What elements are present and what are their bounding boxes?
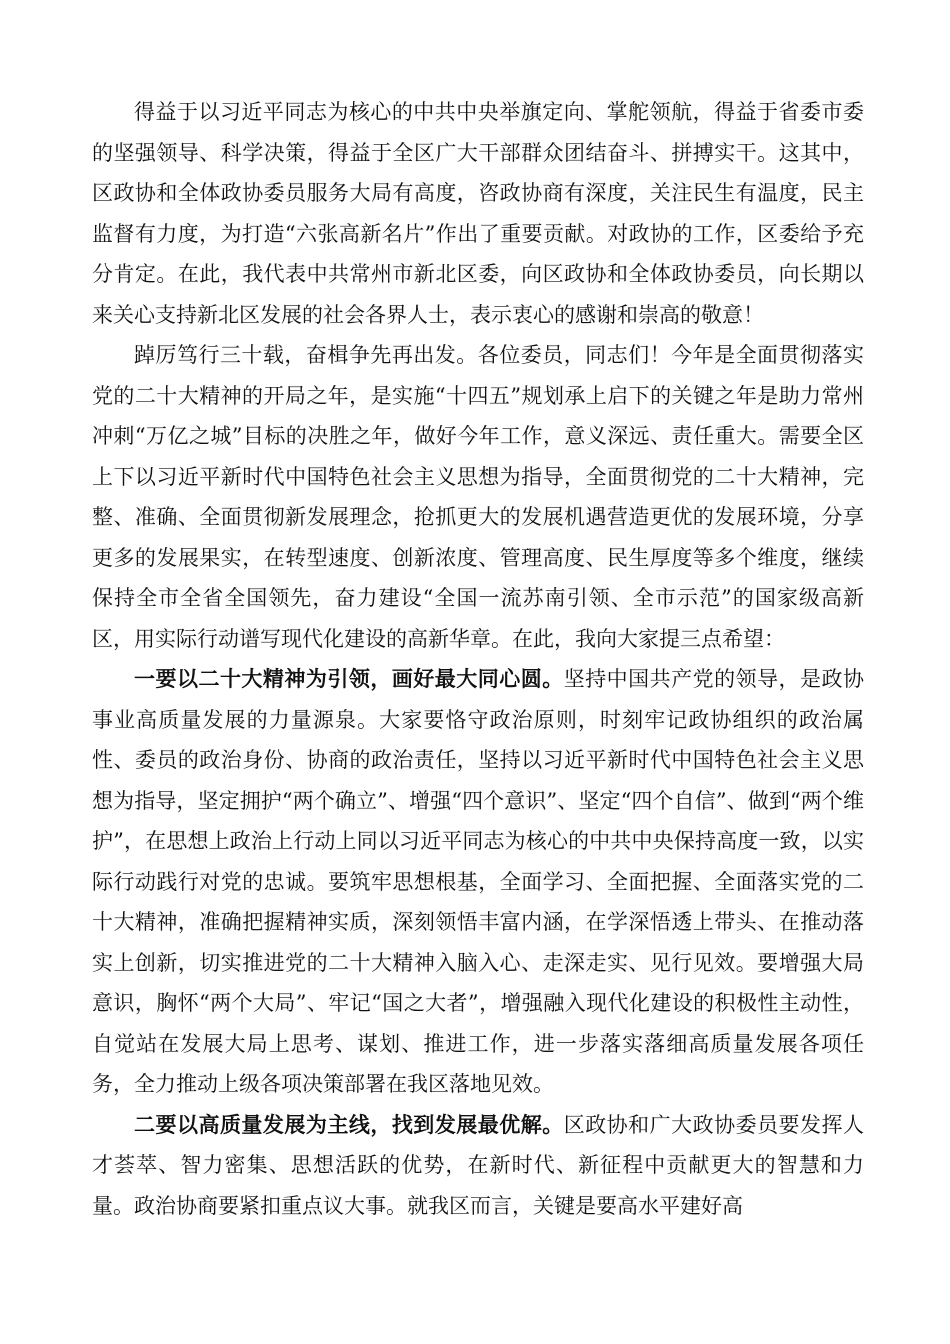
document-page [92, 92, 864, 1226]
paragraph-3 [92, 659, 864, 1105]
paragraph-3-text: 坚持中国共产党的领导，是政协事业高质量发展的力量源泉。大家要恪守政治原则，时刻牢记政协组织的政治属性、委员的政治身份、协商的政治责任，坚持以习近平新时代中国特色社会主义思想为指导，坚定拥护“两个确立”、增强“四个意识”、坚定“四个自信”、做到“两个维护”，在思想上政治上行动上同以习近平同志为核心的中共中央保持高度一致，以实际行动践行对党的忠诚。要筑牢思想根基，全面学习、全面把握、全面落实党的二十大精神，准确把握精神实质，深刻领悟丰富内涵，在学深悟透上带头、在推动落实上创新，切实推进党的二十大精神入脑入心、走深走实、见行见效。要增强大局意识，胸怀“两个大局”、牢记“国之大者”，增强融入现代化建设的积极性主动性，自觉站在发展大局上思考、谋划、推进工作，进一步落实落细高质量发展各项任务，全力推动上级各项决策部署在我区落地见效。 [92, 667, 865, 1096]
paragraph-4 [92, 1105, 864, 1227]
paragraph-2 [92, 335, 864, 659]
paragraph-1-text: 得益于以习近平同志为核心的中共中央举旗定向、掌舵领航，得益于省委市委的坚强领导、科学决策，得益于全区广大干部群众团结奋斗、拼搏实干。这其中，区政协和全体政协委员服务大局有高度，咨政协商有深度，关注民生有温度，民主监督有力度，为打造“六张高新名片”作出了重要贡献。对政协的工作，区委给予充分肯定。在此，我代表中共常州市新北区委，向区政协和全体政协委员，向长期以来关心支持新北区发展的社会各界人士，表示衷心的感谢和崇高的敬意！ [92, 100, 864, 327]
paragraph-4-lead: 二要以高质量发展为主线，找到发展最优解。 [134, 1111, 564, 1137]
paragraph-4-text: 区政协和广大政协委员要发挥人才荟萃、智力密集、思想活跃的优势，在新时代、新征程中贡献更大的智慧和力量。政治协商要紧扣重点议大事。就我区而言，关键是要高水平建好高 [92, 1112, 865, 1218]
paragraph-3-lead: 一要以二十大精神为引领，画好最大同心圆。 [134, 666, 564, 691]
paragraph-2-text: 踔厉笃行三十载，奋楫争先再出发。各位委员，同志们！今年是全面贯彻落实党的二十大精神的开局之年，是实施“十四五”规划承上启下的关键之年是助力常州冲刺“万亿之城”目标的决胜之年，做好今年工作，意义深远、责任重大。需要全区上下以习近平新时代中国特色社会主义思想为指导，全面贯彻党的二十大精神，完整、准确、全面贯彻新发展理念，抢抓更大的发展机遇营造更优的发展环境，分享更多的发展果实，在转型速度、创新浓度、管理高度、民生厚度等多个维度，继续保持全市全省全国领先，奋力建设“全国一流苏南引领、全市示范”的国家级高新区，用实际行动谱写现代化建设的高新华章。在此，我向大家提三点希望： [92, 343, 864, 651]
paragraph-1 [92, 92, 864, 335]
